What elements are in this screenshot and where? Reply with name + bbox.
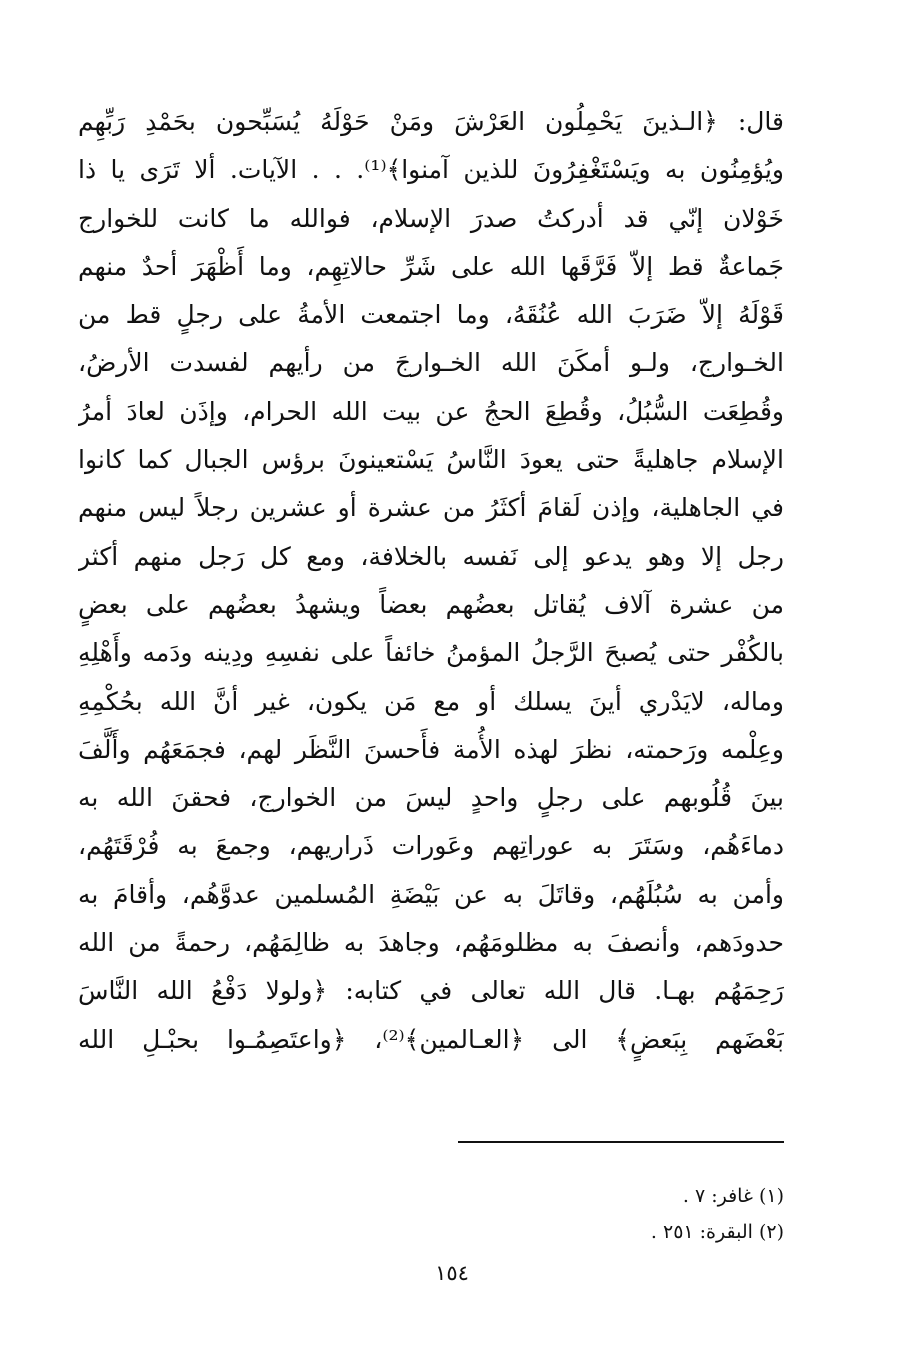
text-line: قَوْلَهُ إلاّ ضَرَبَ الله عُنُقَهُ، وما اجتمعت الأمةُ على رجلٍ قط من: [78, 300, 784, 330]
text-line: جَماعةٌ قط إلاّ فَرَّقَها الله على شَرِّ حالاتِهِم، وما أَظْهَرَ أحدٌ منهم: [78, 251, 784, 281]
footnotes: [400, 1178, 784, 1250]
text-line: وأمن به سُبُلَهُم، وقاتَلَ به عن بَيْضَةِ المُسلمين عدوَّهُم، وأقامَ به: [78, 879, 784, 909]
text-line: في الجاهلية، وإذن لَقامَ أكثَرُ من عشرة أو عشرين رجلاً ليس منهم: [78, 493, 784, 523]
text-line: وماله، لايَدْري أينَ يسلك أو مع مَن يكون، غير أنَّ الله بحُكْمِهِ: [78, 686, 784, 716]
text-line: رجل إلا وهو يدعو إلى نَفسه بالخلافة، ومع كل رَجل منهم أكثر: [78, 541, 784, 571]
text-line: خَوْلان إنّي قد أدركتُ صدرَ الإسلام، فوالله ما كانت للخوارج: [78, 203, 784, 233]
text-line: حدودَهم، وأنصفَ به مظلومَهُم، وجاهدَ به ظالِمَهُم، رحمةً من الله: [78, 928, 784, 958]
footnote-2: (٢) البقرة: ٢٥١ .: [650, 1221, 784, 1243]
text-line: الإسلام جاهليةً حتى يعودَ النَّاسُ يَسْتعينونَ برؤس الجبال كما كانوا: [78, 445, 784, 475]
text-line: الخـوارج، ولـو أمكَنَ الله الخـوارجَ من رأيهم لفسدت الأرضُ،: [78, 348, 784, 378]
text-line: بالكُفْر حتى يُصبحَ الرَّجلُ المؤمنُ خائفاً على نفسِهِ ودِينه ودَمه وأَهْلِهِ: [78, 638, 784, 668]
text-line: وقُطِعَت السُّبُلُ، وقُطِعَ الحجُ عن بيت الله الحرام، وإذَن لعادَ أمرُ: [78, 396, 784, 426]
text-line: قال: ﴿الـذينَ يَحْمِلُون العَرْشَ ومَنْ حَوْلَهُ يُسَبِّحون بحَمْدِ رَبِّهِم: [78, 107, 784, 136]
text-line: رَحِمَهُم بهـا. قال الله تعالى في كتابه: ﴿ولولا دَفْعُ الله النَّاسَ: [78, 976, 784, 1006]
text-line: بَعْضَهم بِبَعضٍ﴾ الى ﴿العـالمين﴾⁽²⁾، ﴿واعتَصِمُـوا بحبْـلِ الله: [78, 1024, 784, 1054]
text-line: من عشرة آلاف يُقاتل بعضُهم بعضاً ويشهدُ بعضُهم على بعضٍ: [78, 589, 784, 619]
page-number: ١٥٤: [435, 1261, 469, 1285]
text-line: دماءَهُم، وسَتَرَ به عوراتِهم وعَورات ذَراريهم، وجمعَ به فُرْقَتَهُم،: [78, 831, 784, 861]
text-line: ويُؤمِنُون به ويَسْتَغْفِرُونَ للذين آمنوا﴾⁽¹⁾. . . الآيات. ألا تَرَى يا ذا: [78, 155, 784, 185]
text-line: بينَ قُلُوبهم على رجلٍ واحدٍ ليسَ من الخوارج، فحقنَ الله به: [78, 783, 784, 813]
main-text: [78, 98, 784, 1064]
text-line: وعِلْمه ورَحمته، نظرَ لهذه الأُمة فأَحسنَ النَّظَر لهم، فجمَعَهُم وأَلَّفَ: [78, 734, 784, 764]
footnote-1: (١) غافر: ٧ .: [682, 1185, 784, 1207]
footnote-divider: [458, 1141, 784, 1143]
